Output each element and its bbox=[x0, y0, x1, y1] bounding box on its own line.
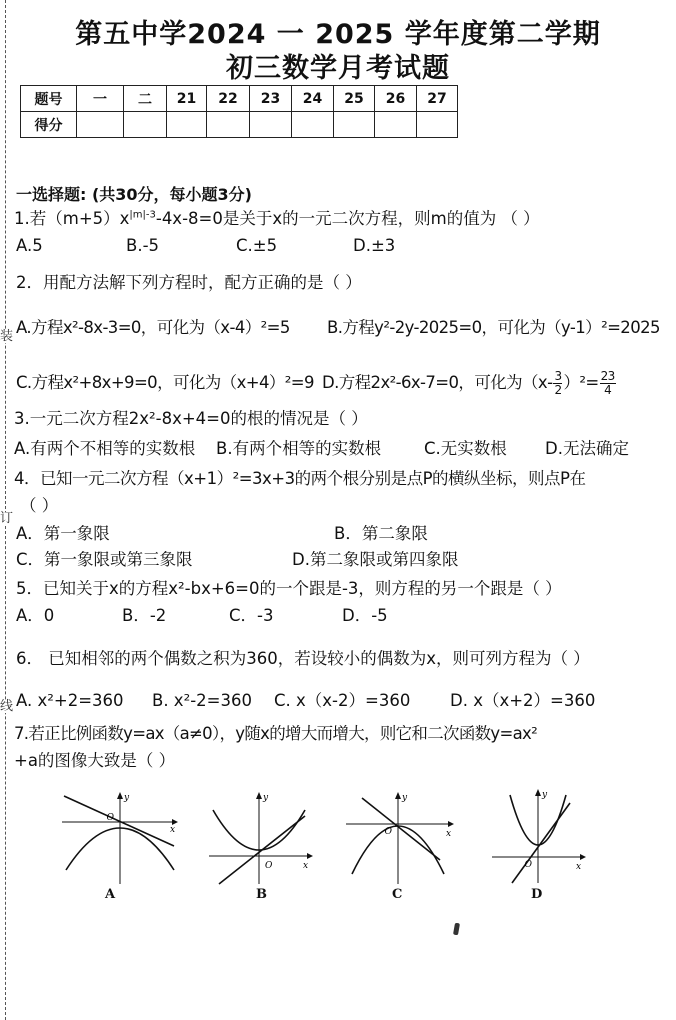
q3-option-d: D.无法确定 bbox=[545, 439, 629, 458]
graph-b-origin: O bbox=[265, 861, 273, 871]
graph-a-line bbox=[64, 796, 174, 846]
q2-option-d bbox=[322, 361, 617, 405]
q1-stem-a: 1.若（m+5）x bbox=[14, 209, 130, 228]
score-table-header-row bbox=[21, 86, 458, 112]
q5-option-d: D．-5 bbox=[342, 606, 388, 625]
q4-option-b: B．第二象限 bbox=[334, 524, 428, 543]
score-table bbox=[20, 85, 458, 138]
question-2-stem: 2．用配方法解下列方程时，配方正确的是（ ） bbox=[16, 273, 362, 292]
q2-optd-b: ）²= bbox=[563, 373, 599, 392]
graph-d-svg bbox=[488, 785, 588, 885]
graph-c-x-label: x bbox=[446, 829, 452, 839]
q5-option-a: A．0 bbox=[16, 606, 55, 625]
q1-option-c: C.±5 bbox=[236, 236, 278, 255]
q7-graph-d bbox=[488, 785, 588, 885]
score-input-cell[interactable] bbox=[334, 112, 375, 138]
score-input-cell[interactable] bbox=[417, 112, 458, 138]
q6-option-d: D. x（x+2）=360 bbox=[450, 691, 596, 710]
q1-exponent: |m|-3 bbox=[129, 209, 156, 221]
graph-a-origin: O bbox=[106, 813, 114, 823]
graph-c-y-label: y bbox=[402, 793, 408, 803]
question-3-stem: 3.一元二次方程2x²-8x+4=0的根的情况是（ ） bbox=[14, 409, 368, 428]
graph-d-origin: O bbox=[524, 860, 532, 870]
graph-c-origin: O bbox=[384, 827, 392, 837]
graph-b-x-arrow bbox=[307, 853, 313, 859]
q7-graph-a-label: A bbox=[105, 887, 116, 902]
score-input-cell[interactable] bbox=[292, 112, 334, 138]
question-5-stem: 5．已知关于x的方程x²-bx+6=0的一个跟是-3，则方程的另一个跟是（ ） bbox=[16, 579, 562, 598]
q4-option-c: C．第一象限或第三象限 bbox=[16, 550, 193, 569]
q2-option-b: B.方程y²-2y-2025=0，可化为（y-1）²=2025 bbox=[327, 318, 660, 337]
binding-char-ding: 订 bbox=[0, 511, 14, 526]
score-input-cell[interactable] bbox=[167, 112, 207, 138]
score-input-cell[interactable] bbox=[77, 112, 124, 138]
graph-c-svg bbox=[342, 790, 457, 886]
q7-graph-a bbox=[58, 790, 178, 886]
question-4-stem-cont: （ ） bbox=[20, 496, 59, 515]
score-cell: 一 bbox=[77, 86, 124, 112]
graph-c-x-arrow bbox=[448, 821, 454, 827]
q7-graph-c-label: C bbox=[392, 887, 403, 902]
graph-a-x-label: x bbox=[170, 825, 176, 835]
q3-option-a: A.有两个不相等的实数根 bbox=[14, 439, 196, 458]
score-cell: 25 bbox=[334, 86, 375, 112]
q5-option-c: C．-3 bbox=[229, 606, 274, 625]
question-1-stem bbox=[14, 208, 540, 230]
graph-b-x-label: x bbox=[303, 861, 309, 871]
graph-d-x-arrow bbox=[580, 854, 586, 860]
binding-dashed-line bbox=[5, 0, 6, 1020]
question-7-stem: 7.若正比例函数y=ax（a≠0），y随x的增大而增大，则它和二次函数y=ax² bbox=[14, 724, 538, 743]
q2-option-a: A.方程x²-8x-3=0，可化为（x-4）²=5 bbox=[16, 318, 290, 337]
q1-option-b: B.-5 bbox=[126, 236, 160, 255]
graph-d-line bbox=[512, 803, 570, 883]
graph-b-y-label: y bbox=[263, 793, 269, 803]
q2-optd-frac2 bbox=[600, 370, 616, 397]
section-heading: 一选择题: (共30分，每小题3分) bbox=[16, 185, 252, 204]
q7-graph-c bbox=[342, 790, 457, 886]
score-cell: 27 bbox=[417, 86, 458, 112]
score-cell: 题号 bbox=[21, 86, 77, 112]
graph-c-y-arrow bbox=[395, 792, 401, 799]
graph-b-svg bbox=[205, 790, 315, 886]
question-7-stem-cont: +a的图像大致是（ ） bbox=[14, 751, 176, 770]
graph-b-line bbox=[219, 816, 305, 884]
score-input-cell[interactable] bbox=[207, 112, 250, 138]
q4-option-d: D.第二象限或第四象限 bbox=[292, 550, 459, 569]
graph-a-svg bbox=[58, 790, 178, 886]
graph-d-y-label: y bbox=[542, 790, 548, 800]
score-cell: 二 bbox=[124, 86, 167, 112]
q3-option-b: B.有两个相等的实数根 bbox=[216, 439, 382, 458]
q1-stem-b: -4x-8=0是关于x的一元二次方程，则m的值为 （ ） bbox=[155, 209, 540, 228]
q5-option-b: B．-2 bbox=[122, 606, 167, 625]
score-table-score-row bbox=[21, 112, 458, 138]
frac-den: 2 bbox=[554, 383, 562, 397]
q2-option-c: C.方程x²+8x+9=0，可化为（x+4）²=9 bbox=[16, 373, 314, 392]
graph-a-y-arrow bbox=[117, 792, 123, 799]
q6-option-a: A. x²+2=360 bbox=[16, 691, 124, 710]
q3-option-c: C.无实数根 bbox=[424, 439, 507, 458]
question-4-stem: 4．已知一元二次方程（x+1）²=3x+3的两个根分别是点P的横纵坐标，则点P在 bbox=[14, 469, 586, 488]
q2-optd-a: D.方程2x²-6x-7=0，可化为（x- bbox=[322, 373, 553, 392]
score-cell: 22 bbox=[207, 86, 250, 112]
frac-num: 23 bbox=[600, 369, 615, 383]
graph-c-line bbox=[362, 798, 440, 860]
q1-option-a: A.5 bbox=[16, 236, 43, 255]
score-cell: 26 bbox=[375, 86, 417, 112]
exam-title-line1: 第五中学2024 一 2025 学年度第二学期 bbox=[75, 19, 601, 50]
q7-graph-b bbox=[205, 790, 315, 886]
exam-title-line2: 初三数学月考试题 bbox=[226, 53, 450, 84]
q7-graph-d-label: D bbox=[531, 887, 543, 902]
graph-d-x-label: x bbox=[576, 862, 582, 872]
score-cell: 21 bbox=[167, 86, 207, 112]
score-cell: 24 bbox=[292, 86, 334, 112]
score-input-cell[interactable] bbox=[375, 112, 417, 138]
binding-char-xian: 线 bbox=[0, 699, 14, 714]
q6-option-b: B. x²-2=360 bbox=[152, 691, 252, 710]
frac-den: 4 bbox=[604, 383, 612, 397]
score-cell: 得分 bbox=[21, 112, 77, 138]
score-input-cell[interactable] bbox=[124, 112, 167, 138]
graph-d-y-arrow bbox=[535, 789, 541, 796]
frac-num: 3 bbox=[554, 369, 562, 383]
score-input-cell[interactable] bbox=[250, 112, 292, 138]
score-cell: 23 bbox=[250, 86, 292, 112]
graph-b-y-arrow bbox=[256, 792, 262, 799]
q1-option-d: D.±3 bbox=[353, 236, 396, 255]
question-6-stem: 6． 已知相邻的两个偶数之积为360，若设较小的偶数为x，则可列方程为（ ） bbox=[16, 649, 590, 668]
q4-option-a: A．第一象限 bbox=[16, 524, 110, 543]
binding-char-zhuang: 装 bbox=[0, 329, 14, 344]
scan-speck bbox=[453, 923, 460, 936]
graph-a-y-label: y bbox=[124, 793, 130, 803]
q6-option-c: C. x（x-2）=360 bbox=[274, 691, 411, 710]
q7-graph-b-label: B bbox=[256, 887, 267, 902]
q2-optd-frac1 bbox=[553, 370, 562, 397]
